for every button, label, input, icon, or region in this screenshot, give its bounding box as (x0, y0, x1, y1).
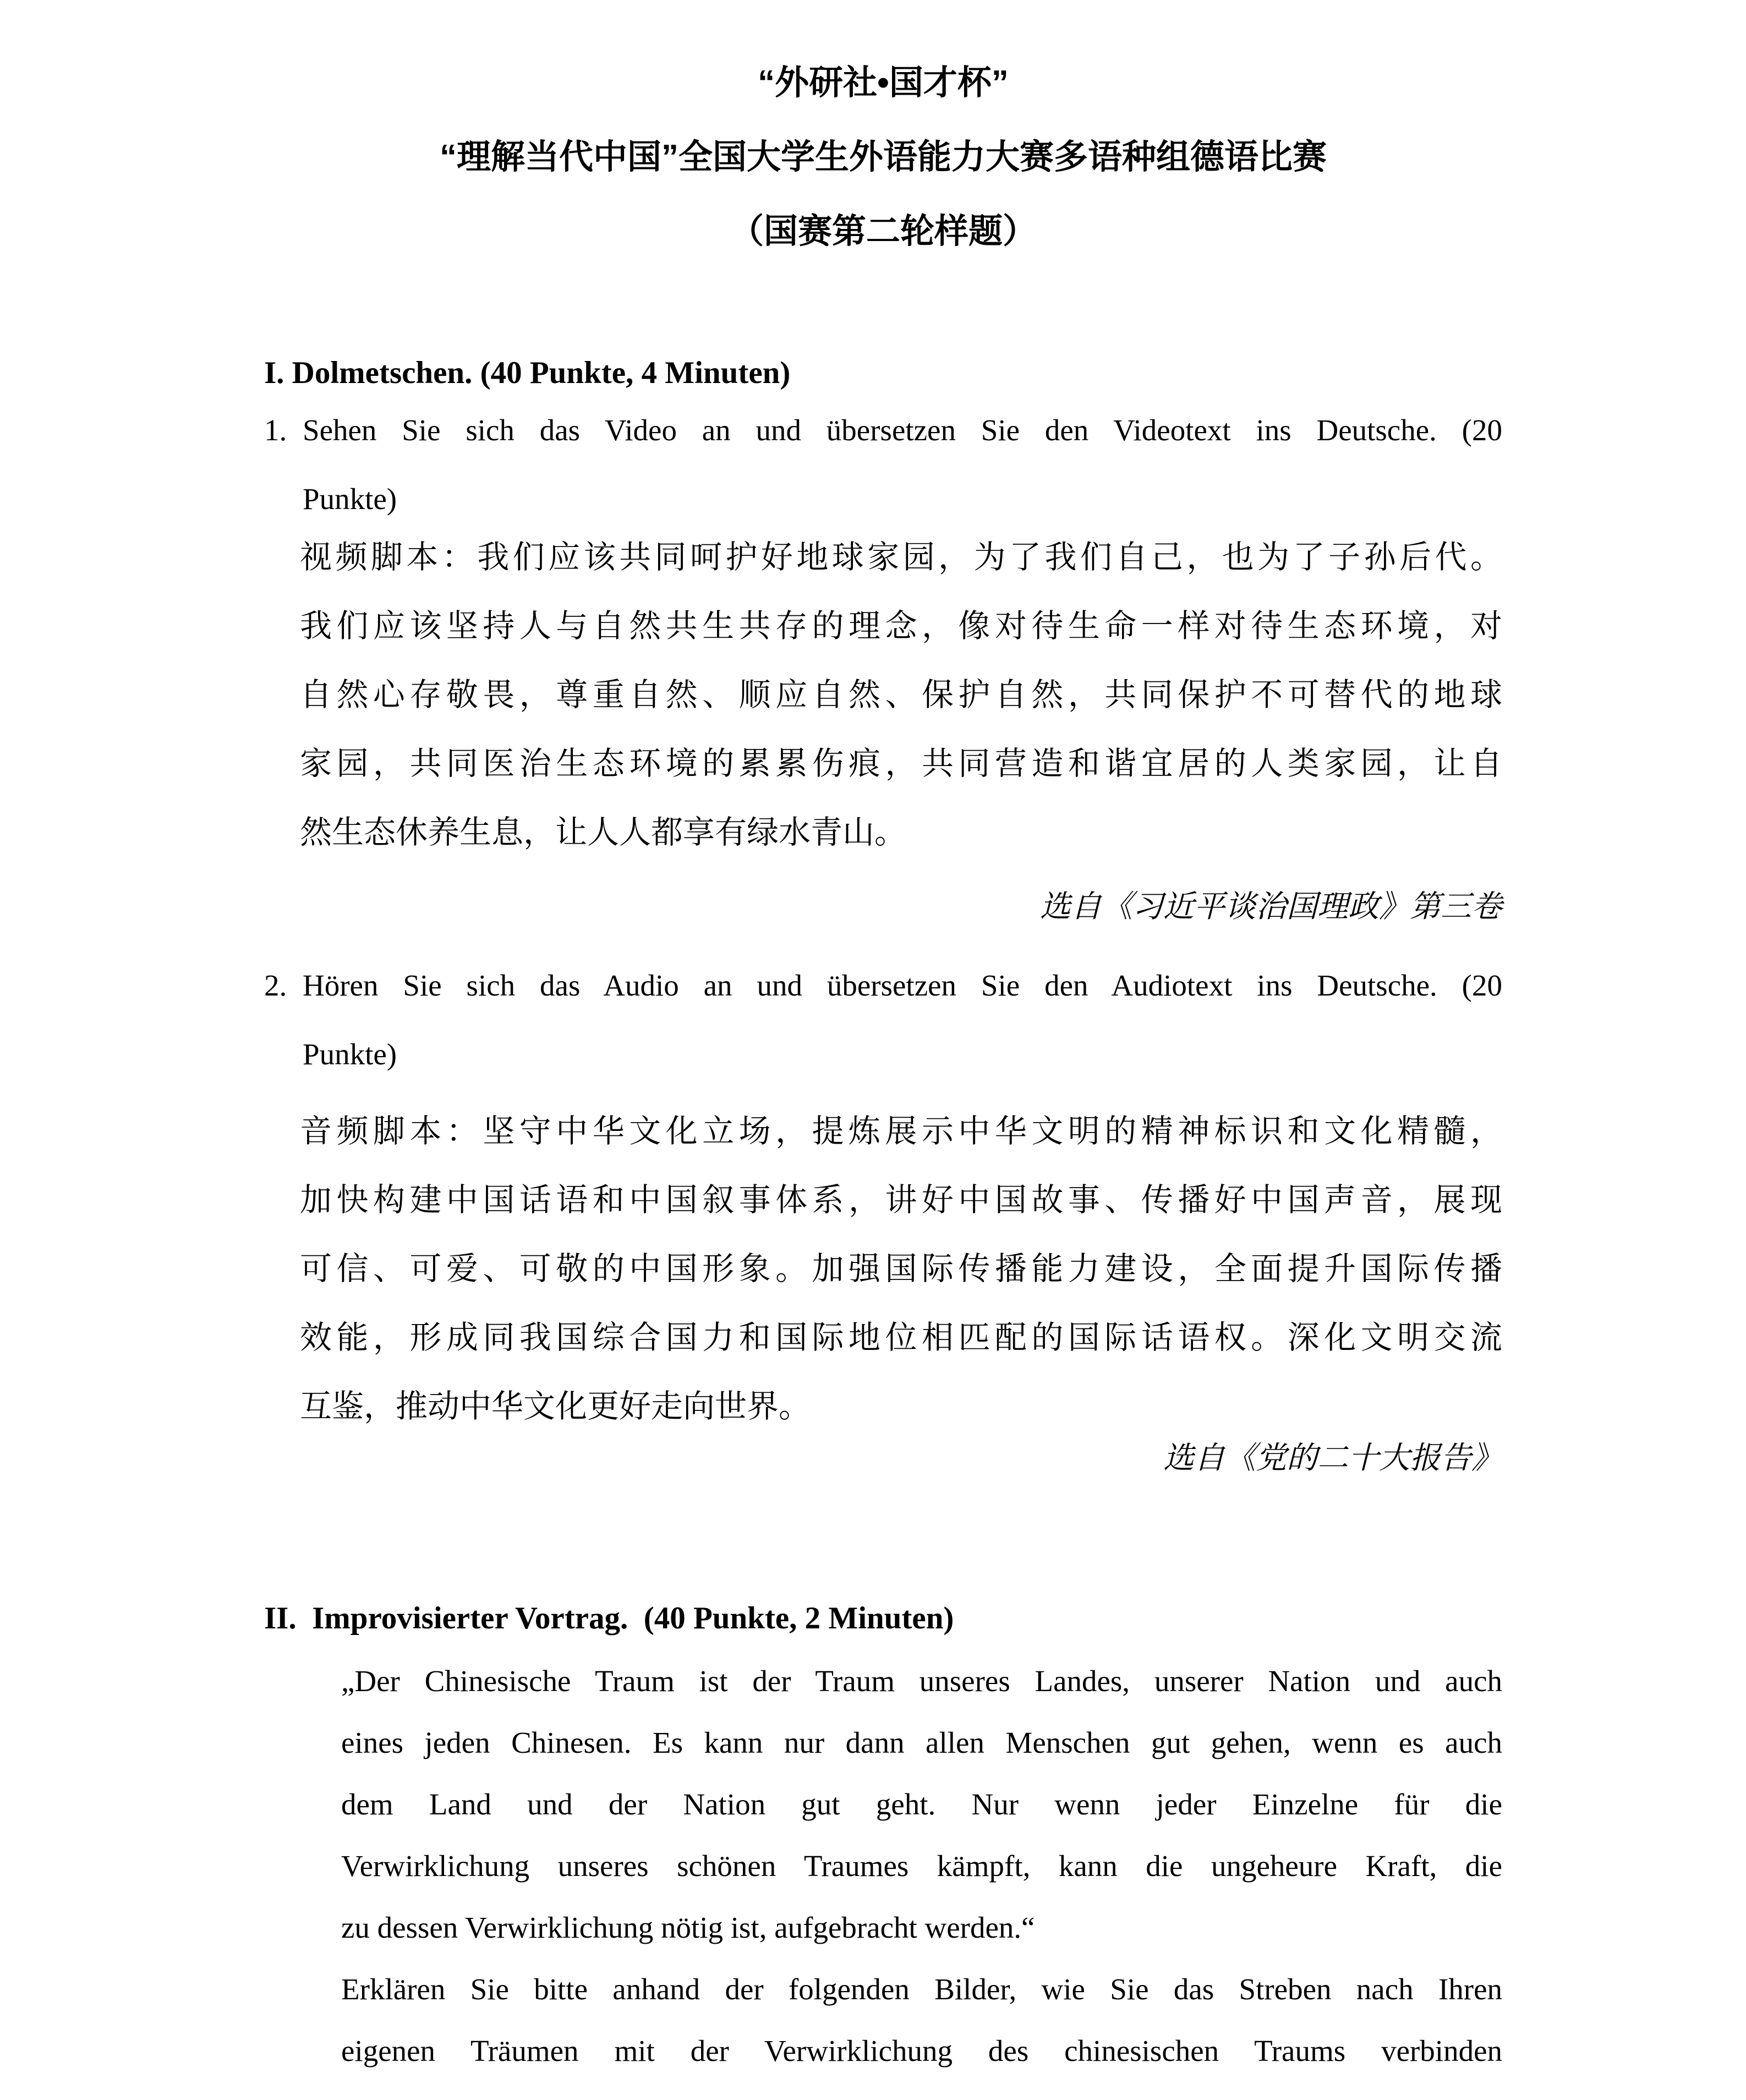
script-line: 加快构建中国话语和中国叙事体系，讲好中国故事、传播好中国声音，展现 (300, 1182, 1502, 1218)
task-1 (264, 396, 1502, 533)
quote-line: Verwirklichung unseres schönen Traumes kämpft, kann die ungeheure Kraft, die (341, 1849, 1502, 1883)
task-1-prompt-line-2: Punkte) (303, 482, 397, 516)
section-2-quote-block (341, 1650, 1502, 2082)
quote-line: eines jeden Chinesen. Es kann nur dann allen Menschen gut gehen, wenn es auch (341, 1726, 1502, 1759)
script-line: 视频脚本：我们应该共同呵护好地球家园，为了我们自己，也为了子孙后代。 (300, 539, 1502, 575)
task-2-prompt-text: Hören Sie sich das Audio an und übersetzen Sie den Audiotext ins Deutsche. (20 (303, 969, 1502, 1002)
script-line: 家园，共同医治生态环境的累累伤痕，共同营造和谐宜居的人类家园，让自 (300, 746, 1502, 781)
task-2 (264, 951, 1502, 1089)
quote-line: zu dessen Verwirklichung nötig ist, aufgebracht werden.“ (341, 1911, 1035, 1944)
round-note: （国赛第二轮样题） (729, 212, 1037, 250)
section-1-heading: I. Dolmetschen. (40 Punkte, 4 Minuten) (264, 356, 791, 390)
instruction-line: eigenen Träumen mit der Verwirklichung des chinesischen Traums verbinden (341, 2034, 1502, 2068)
section-2-heading: II. Improvisierter Vortrag. (40 Punkte, 2 Minuten) (264, 1601, 954, 1636)
task-2-prompt-line-1 (264, 951, 1502, 1020)
script-line: 效能，形成同我国综合国力和国际地位相匹配的国际话语权。深化文明交流 (300, 1320, 1502, 1355)
script-line: 自然心存敬畏，尊重自然、顺应自然、保护自然，共同保护不可替代的地球 (300, 677, 1502, 713)
task-1-prompt-text: Sehen Sie sich das Video an und übersetzen Sie den Videotext ins Deutsche. (20 (303, 413, 1502, 447)
quote-line: dem Land und der Nation gut geht. Nur wenn jeder Einzelne für die (341, 1787, 1502, 1821)
task-2-prompt-line-2: Punkte) (303, 1037, 397, 1071)
task-2-source-attribution: 选自《党的二十大报告》 (1163, 1441, 1502, 1475)
script-line: 互鉴，推动中华文化更好走向世界。 (300, 1388, 811, 1424)
task-1-number: 1. (264, 413, 287, 447)
task-1-video-script (300, 523, 1502, 867)
task-2-number: 2. (264, 969, 287, 1002)
script-line: 然生态休养生息，让人人都享有绿水青山。 (300, 814, 907, 850)
instruction-line: Erklären Sie bitte anhand der folgenden Bilder, wie Sie das Streben nach Ihren (341, 1972, 1502, 2006)
document-header (264, 46, 1502, 269)
competition-title: “外研社•国才杯” (758, 64, 1009, 102)
competition-subtitle: “理解当代中国”全国大学生外语能力大赛多语种组德语比赛 (439, 138, 1327, 176)
script-line: 音频脚本：坚守中华文化立场，提炼展示中华文明的精神标识和文化精髓， (300, 1113, 1502, 1149)
quote-line: „Der Chinesische Traum ist der Traum unseres Landes, unserer Nation und auch (341, 1664, 1502, 1698)
task-1-source-attribution: 选自《习近平谈治国理政》第三卷 (1040, 890, 1502, 924)
script-line: 我们应该坚持人与自然共生共存的理念，像对待生命一样对待生态环境，对 (300, 608, 1502, 644)
task-2-audio-script (300, 1097, 1502, 1441)
task-1-prompt-line-1 (264, 396, 1502, 464)
script-line: 可信、可爱、可敬的中国形象。加强国际传播能力建设，全面提升国际传播 (300, 1251, 1502, 1287)
